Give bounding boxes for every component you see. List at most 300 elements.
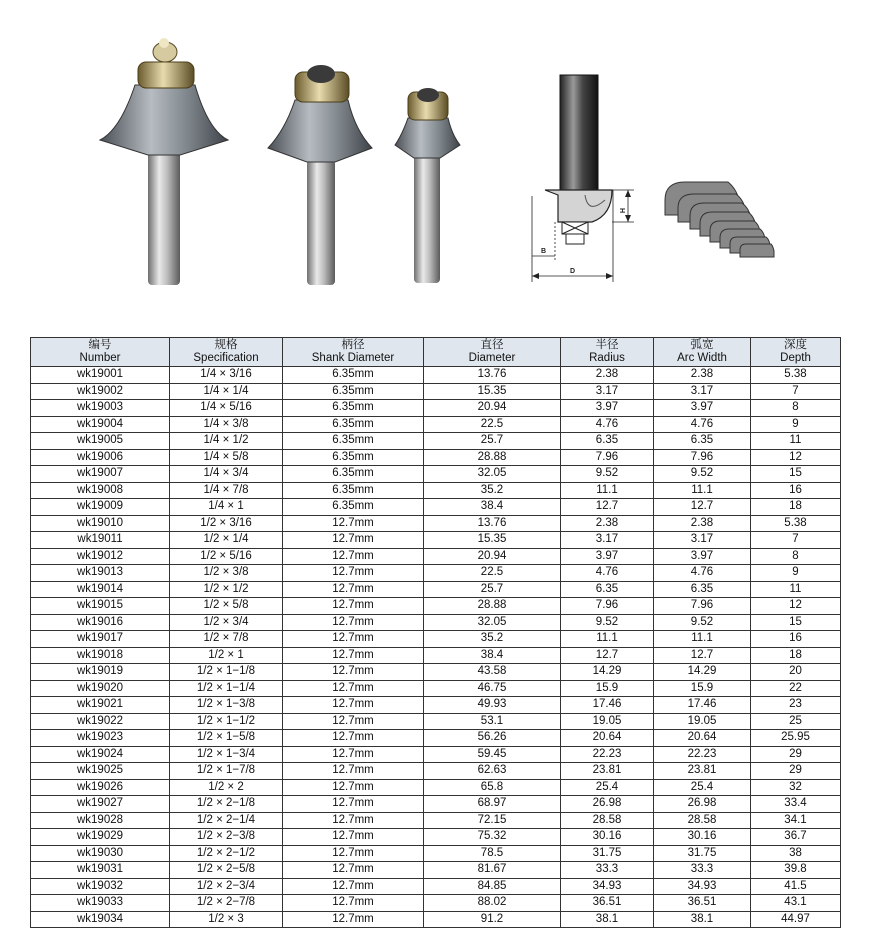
header-label-zh: 规格 — [214, 339, 238, 351]
cell-diameter: 72.15 — [424, 812, 561, 829]
spec-table — [30, 337, 841, 928]
table-row — [31, 466, 841, 483]
cell-arc-width: 28.58 — [654, 812, 751, 829]
cell-depth: 20 — [751, 664, 841, 681]
cell-number: wk19026 — [31, 779, 170, 796]
cell-shank-diameter: 12.7mm — [283, 862, 424, 879]
cell-diameter: 62.63 — [424, 763, 561, 780]
header-radius — [561, 338, 654, 367]
cell-shank-diameter: 6.35mm — [283, 400, 424, 417]
header-label-zh: 编号 — [88, 339, 112, 351]
header-label-en: Arc Width — [677, 352, 727, 364]
cell-shank-diameter: 12.7mm — [283, 845, 424, 862]
cell-number: wk19004 — [31, 416, 170, 433]
table-row — [31, 713, 841, 730]
cell-diameter: 65.8 — [424, 779, 561, 796]
router-bit-large — [100, 38, 228, 285]
cell-diameter: 81.67 — [424, 862, 561, 879]
dimension-label-d: D — [570, 268, 576, 275]
cell-number: wk19007 — [31, 466, 170, 483]
cell-radius: 22.23 — [561, 746, 654, 763]
cell-diameter: 25.7 — [424, 433, 561, 450]
cell-diameter: 49.93 — [424, 697, 561, 714]
cell-arc-width: 11.1 — [654, 631, 751, 648]
cell-number: wk19019 — [31, 664, 170, 681]
cell-diameter: 91.2 — [424, 911, 561, 928]
cell-shank-diameter: 6.35mm — [283, 466, 424, 483]
cell-diameter: 22.5 — [424, 565, 561, 582]
cell-number: wk19021 — [31, 697, 170, 714]
cell-depth: 7 — [751, 383, 841, 400]
header-arc-width — [654, 338, 751, 367]
cell-arc-width: 12.7 — [654, 499, 751, 516]
cell-depth: 32 — [751, 779, 841, 796]
cell-radius: 6.35 — [561, 433, 654, 450]
cell-radius: 19.05 — [561, 713, 654, 730]
cell-radius: 3.17 — [561, 532, 654, 549]
cell-specification: 1/2 × 7/8 — [170, 631, 283, 648]
cell-radius: 11.1 — [561, 631, 654, 648]
cell-number: wk19006 — [31, 449, 170, 466]
table-row — [31, 664, 841, 681]
cell-arc-width: 12.7 — [654, 647, 751, 664]
table-row — [31, 697, 841, 714]
cell-radius: 34.93 — [561, 878, 654, 895]
cell-radius: 12.7 — [561, 647, 654, 664]
table-row — [31, 565, 841, 582]
cell-diameter: 32.05 — [424, 466, 561, 483]
cell-diameter: 15.35 — [424, 532, 561, 549]
cell-shank-diameter: 12.7mm — [283, 746, 424, 763]
cell-diameter: 78.5 — [424, 845, 561, 862]
cell-shank-diameter: 12.7mm — [283, 614, 424, 631]
cell-specification: 1/2 × 3/8 — [170, 565, 283, 582]
cell-specification: 1/2 × 1−1/4 — [170, 680, 283, 697]
cell-arc-width: 3.97 — [654, 548, 751, 565]
cell-radius: 28.58 — [561, 812, 654, 829]
header-number — [31, 338, 170, 367]
cell-number: wk19027 — [31, 796, 170, 813]
cell-specification: 1/2 × 2 — [170, 779, 283, 796]
cell-depth: 8 — [751, 548, 841, 565]
cell-depth: 12 — [751, 598, 841, 615]
cell-arc-width: 7.96 — [654, 598, 751, 615]
table-row — [31, 730, 841, 747]
cell-arc-width: 22.23 — [654, 746, 751, 763]
cell-specification: 1/4 × 3/4 — [170, 466, 283, 483]
cell-number: wk19031 — [31, 862, 170, 879]
cell-number: wk19029 — [31, 829, 170, 846]
table-row — [31, 779, 841, 796]
cell-shank-diameter: 12.7mm — [283, 631, 424, 648]
cell-shank-diameter: 12.7mm — [283, 812, 424, 829]
cell-number: wk19014 — [31, 581, 170, 598]
cell-specification: 1/2 × 2−3/8 — [170, 829, 283, 846]
cell-specification: 1/2 × 3/4 — [170, 614, 283, 631]
cell-arc-width: 17.46 — [654, 697, 751, 714]
cell-specification: 1/2 × 3 — [170, 911, 283, 928]
cell-arc-width: 9.52 — [654, 466, 751, 483]
cell-shank-diameter: 12.7mm — [283, 796, 424, 813]
cell-number: wk19030 — [31, 845, 170, 862]
cell-arc-width: 15.9 — [654, 680, 751, 697]
cell-depth: 11 — [751, 433, 841, 450]
cell-depth: 9 — [751, 416, 841, 433]
cell-diameter: 28.88 — [424, 449, 561, 466]
cell-specification: 1/2 × 1−1/2 — [170, 713, 283, 730]
table-row — [31, 367, 841, 384]
cell-arc-width: 9.52 — [654, 614, 751, 631]
table-row — [31, 812, 841, 829]
cell-arc-width: 3.17 — [654, 532, 751, 549]
cell-shank-diameter: 12.7mm — [283, 697, 424, 714]
cell-specification: 1/2 × 1−1/8 — [170, 664, 283, 681]
cell-shank-diameter: 6.35mm — [283, 433, 424, 450]
table-row — [31, 433, 841, 450]
cell-number: wk19032 — [31, 878, 170, 895]
cell-arc-width: 25.4 — [654, 779, 751, 796]
cell-radius: 4.76 — [561, 416, 654, 433]
router-bit-small — [395, 88, 460, 283]
table-row — [31, 482, 841, 499]
cell-number: wk19022 — [31, 713, 170, 730]
cell-arc-width: 2.38 — [654, 515, 751, 532]
cell-specification: 1/2 × 1−5/8 — [170, 730, 283, 747]
cell-diameter: 35.2 — [424, 482, 561, 499]
cell-diameter: 53.1 — [424, 713, 561, 730]
cell-radius: 3.97 — [561, 400, 654, 417]
cell-number: wk19033 — [31, 895, 170, 912]
cell-radius: 30.16 — [561, 829, 654, 846]
cell-specification: 1/4 × 3/16 — [170, 367, 283, 384]
cell-specification: 1/4 × 1/2 — [170, 433, 283, 450]
cell-radius: 2.38 — [561, 515, 654, 532]
cell-specification: 1/2 × 2−3/4 — [170, 878, 283, 895]
cell-depth: 43.1 — [751, 895, 841, 912]
cell-arc-width: 3.97 — [654, 400, 751, 417]
header-label-en: Diameter — [468, 352, 516, 364]
cell-shank-diameter: 6.35mm — [283, 416, 424, 433]
table-row — [31, 631, 841, 648]
cell-specification: 1/2 × 2−1/4 — [170, 812, 283, 829]
cell-diameter: 75.32 — [424, 829, 561, 846]
cell-radius: 9.52 — [561, 466, 654, 483]
cell-arc-width: 3.17 — [654, 383, 751, 400]
header-label-zh: 柄径 — [341, 339, 365, 351]
cell-shank-diameter: 12.7mm — [283, 515, 424, 532]
cell-shank-diameter: 6.35mm — [283, 383, 424, 400]
cell-depth: 12 — [751, 449, 841, 466]
cell-specification: 1/4 × 3/8 — [170, 416, 283, 433]
cell-specification: 1/4 × 5/8 — [170, 449, 283, 466]
table-row — [31, 746, 841, 763]
cell-number: wk19015 — [31, 598, 170, 615]
table-row — [31, 796, 841, 813]
table-row — [31, 581, 841, 598]
cell-diameter: 38.4 — [424, 647, 561, 664]
dimension-label-b: B — [541, 248, 547, 255]
table-row — [31, 515, 841, 532]
table-row — [31, 383, 841, 400]
header-label-zh: 半径 — [595, 339, 619, 351]
cell-number: wk19034 — [31, 911, 170, 928]
cell-number: wk19001 — [31, 367, 170, 384]
cell-depth: 23 — [751, 697, 841, 714]
cell-diameter: 28.88 — [424, 598, 561, 615]
technical-diagram — [532, 75, 634, 282]
cell-shank-diameter: 12.7mm — [283, 581, 424, 598]
cell-number: wk19003 — [31, 400, 170, 417]
cell-arc-width: 38.1 — [654, 911, 751, 928]
cell-shank-diameter: 6.35mm — [283, 367, 424, 384]
cell-radius: 4.76 — [561, 565, 654, 582]
cell-radius: 6.35 — [561, 581, 654, 598]
cell-shank-diameter: 6.35mm — [283, 449, 424, 466]
cell-radius: 7.96 — [561, 598, 654, 615]
router-bit-medium — [268, 65, 372, 285]
cell-radius: 25.4 — [561, 779, 654, 796]
cell-diameter: 25.7 — [424, 581, 561, 598]
cell-radius: 11.1 — [561, 482, 654, 499]
cell-depth: 22 — [751, 680, 841, 697]
table-row — [31, 878, 841, 895]
header-depth — [751, 338, 841, 367]
header-diameter — [424, 338, 561, 367]
table-row — [31, 598, 841, 615]
cell-diameter: 15.35 — [424, 383, 561, 400]
cell-specification: 1/2 × 2−7/8 — [170, 895, 283, 912]
cell-depth: 5.38 — [751, 367, 841, 384]
cell-diameter: 13.76 — [424, 515, 561, 532]
cell-diameter: 20.94 — [424, 548, 561, 565]
cell-depth: 36.7 — [751, 829, 841, 846]
cell-number: wk19002 — [31, 383, 170, 400]
cell-depth: 44.97 — [751, 911, 841, 928]
cell-arc-width: 6.35 — [654, 581, 751, 598]
cell-number: wk19016 — [31, 614, 170, 631]
profile-samples — [665, 182, 774, 257]
cell-specification: 1/2 × 1−3/4 — [170, 746, 283, 763]
cell-depth: 33.4 — [751, 796, 841, 813]
cell-number: wk19012 — [31, 548, 170, 565]
cell-specification: 1/2 × 3/16 — [170, 515, 283, 532]
cell-depth: 18 — [751, 647, 841, 664]
cell-arc-width: 6.35 — [654, 433, 751, 450]
cell-diameter: 56.26 — [424, 730, 561, 747]
cell-radius: 12.7 — [561, 499, 654, 516]
cell-radius: 31.75 — [561, 845, 654, 862]
cell-shank-diameter: 12.7mm — [283, 565, 424, 582]
cell-depth: 7 — [751, 532, 841, 549]
table-row — [31, 532, 841, 549]
cell-radius: 20.64 — [561, 730, 654, 747]
cell-diameter: 35.2 — [424, 631, 561, 648]
cell-specification: 1/4 × 1/4 — [170, 383, 283, 400]
cell-depth: 41.5 — [751, 878, 841, 895]
cell-shank-diameter: 12.7mm — [283, 598, 424, 615]
cell-specification: 1/2 × 1/4 — [170, 532, 283, 549]
cell-radius: 14.29 — [561, 664, 654, 681]
header-label-zh: 直径 — [480, 339, 504, 351]
cell-radius: 15.9 — [561, 680, 654, 697]
cell-specification: 1/2 × 2−1/2 — [170, 845, 283, 862]
cell-specification: 1/2 × 2−5/8 — [170, 862, 283, 879]
cell-diameter: 88.02 — [424, 895, 561, 912]
cell-arc-width: 4.76 — [654, 565, 751, 582]
table-header-row — [31, 338, 841, 367]
cell-depth: 34.1 — [751, 812, 841, 829]
cell-radius: 26.98 — [561, 796, 654, 813]
cell-diameter: 20.94 — [424, 400, 561, 417]
cell-shank-diameter: 12.7mm — [283, 763, 424, 780]
header-specification — [170, 338, 283, 367]
cell-shank-diameter: 12.7mm — [283, 895, 424, 912]
cell-number: wk19010 — [31, 515, 170, 532]
header-shank-diameter — [283, 338, 424, 367]
cell-diameter: 22.5 — [424, 416, 561, 433]
cell-arc-width: 7.96 — [654, 449, 751, 466]
cell-radius: 17.46 — [561, 697, 654, 714]
cell-depth: 9 — [751, 565, 841, 582]
table-row — [31, 449, 841, 466]
cell-radius: 33.3 — [561, 862, 654, 879]
cell-radius: 23.81 — [561, 763, 654, 780]
table-row — [31, 845, 841, 862]
cell-arc-width: 14.29 — [654, 664, 751, 681]
cell-arc-width: 31.75 — [654, 845, 751, 862]
cell-number: wk19011 — [31, 532, 170, 549]
cell-number: wk19028 — [31, 812, 170, 829]
cell-diameter: 59.45 — [424, 746, 561, 763]
table-row — [31, 499, 841, 516]
cell-shank-diameter: 12.7mm — [283, 878, 424, 895]
cell-depth: 11 — [751, 581, 841, 598]
cell-shank-diameter: 12.7mm — [283, 680, 424, 697]
cell-number: wk19024 — [31, 746, 170, 763]
cell-specification: 1/2 × 1 — [170, 647, 283, 664]
cell-number: wk19018 — [31, 647, 170, 664]
cell-specification: 1/4 × 7/8 — [170, 482, 283, 499]
table-row — [31, 647, 841, 664]
cell-arc-width: 23.81 — [654, 763, 751, 780]
cell-specification: 1/2 × 2−1/8 — [170, 796, 283, 813]
cell-depth: 5.38 — [751, 515, 841, 532]
cell-depth: 15 — [751, 614, 841, 631]
cell-number: wk19013 — [31, 565, 170, 582]
cell-number: wk19009 — [31, 499, 170, 516]
cell-number: wk19025 — [31, 763, 170, 780]
cell-depth: 8 — [751, 400, 841, 417]
cell-specification: 1/4 × 5/16 — [170, 400, 283, 417]
table-row — [31, 763, 841, 780]
table-row — [31, 416, 841, 433]
header-label-en: Shank Diameter — [311, 352, 395, 364]
cell-depth: 29 — [751, 763, 841, 780]
cell-shank-diameter: 6.35mm — [283, 482, 424, 499]
table-row — [31, 895, 841, 912]
cell-diameter: 13.76 — [424, 367, 561, 384]
header-label-zh: 弧宽 — [690, 339, 714, 351]
cell-depth: 16 — [751, 482, 841, 499]
cell-radius: 7.96 — [561, 449, 654, 466]
cell-number: wk19005 — [31, 433, 170, 450]
cell-shank-diameter: 12.7mm — [283, 548, 424, 565]
cell-specification: 1/2 × 1/2 — [170, 581, 283, 598]
cell-shank-diameter: 12.7mm — [283, 532, 424, 549]
cell-depth: 39.8 — [751, 862, 841, 879]
cell-arc-width: 26.98 — [654, 796, 751, 813]
table-row — [31, 911, 841, 928]
cell-number: wk19017 — [31, 631, 170, 648]
cell-diameter: 84.85 — [424, 878, 561, 895]
cell-arc-width: 34.93 — [654, 878, 751, 895]
cell-arc-width: 19.05 — [654, 713, 751, 730]
cell-shank-diameter: 12.7mm — [283, 647, 424, 664]
cell-shank-diameter: 12.7mm — [283, 664, 424, 681]
cell-specification: 1/2 × 5/16 — [170, 548, 283, 565]
cell-arc-width: 30.16 — [654, 829, 751, 846]
cell-shank-diameter: 12.7mm — [283, 730, 424, 747]
cell-specification: 1/4 × 1 — [170, 499, 283, 516]
cell-arc-width: 20.64 — [654, 730, 751, 747]
cell-shank-diameter: 12.7mm — [283, 911, 424, 928]
cell-shank-diameter: 12.7mm — [283, 779, 424, 796]
cell-radius: 38.1 — [561, 911, 654, 928]
header-label-en: Specification — [193, 352, 259, 364]
cell-depth: 18 — [751, 499, 841, 516]
cell-radius: 9.52 — [561, 614, 654, 631]
cell-specification: 1/2 × 5/8 — [170, 598, 283, 615]
table-row — [31, 548, 841, 565]
cell-arc-width: 4.76 — [654, 416, 751, 433]
cell-shank-diameter: 6.35mm — [283, 499, 424, 516]
product-figures — [0, 0, 870, 320]
cell-number: wk19023 — [31, 730, 170, 747]
table-row — [31, 400, 841, 417]
header-label-en: Number — [79, 352, 121, 364]
cell-depth: 25 — [751, 713, 841, 730]
cell-radius: 3.17 — [561, 383, 654, 400]
cell-diameter: 68.97 — [424, 796, 561, 813]
cell-diameter: 43.58 — [424, 664, 561, 681]
cell-arc-width: 33.3 — [654, 862, 751, 879]
cell-diameter: 32.05 — [424, 614, 561, 631]
cell-shank-diameter: 12.7mm — [283, 713, 424, 730]
table-row — [31, 614, 841, 631]
table-row — [31, 862, 841, 879]
header-label-en: Radius — [589, 352, 625, 364]
cell-arc-width: 36.51 — [654, 895, 751, 912]
cell-depth: 29 — [751, 746, 841, 763]
cell-radius: 2.38 — [561, 367, 654, 384]
table-row — [31, 829, 841, 846]
cell-depth: 16 — [751, 631, 841, 648]
cell-specification: 1/2 × 1−7/8 — [170, 763, 283, 780]
table-body — [31, 367, 841, 928]
cell-radius: 3.97 — [561, 548, 654, 565]
header-label-zh: 深度 — [784, 339, 807, 351]
cell-radius: 36.51 — [561, 895, 654, 912]
cell-arc-width: 11.1 — [654, 482, 751, 499]
cell-arc-width: 2.38 — [654, 367, 751, 384]
cell-number: wk19020 — [31, 680, 170, 697]
table-row — [31, 680, 841, 697]
cell-depth: 15 — [751, 466, 841, 483]
dimension-label-h: H — [618, 208, 625, 214]
cell-depth: 25.95 — [751, 730, 841, 747]
cell-number: wk19008 — [31, 482, 170, 499]
cell-depth: 38 — [751, 845, 841, 862]
